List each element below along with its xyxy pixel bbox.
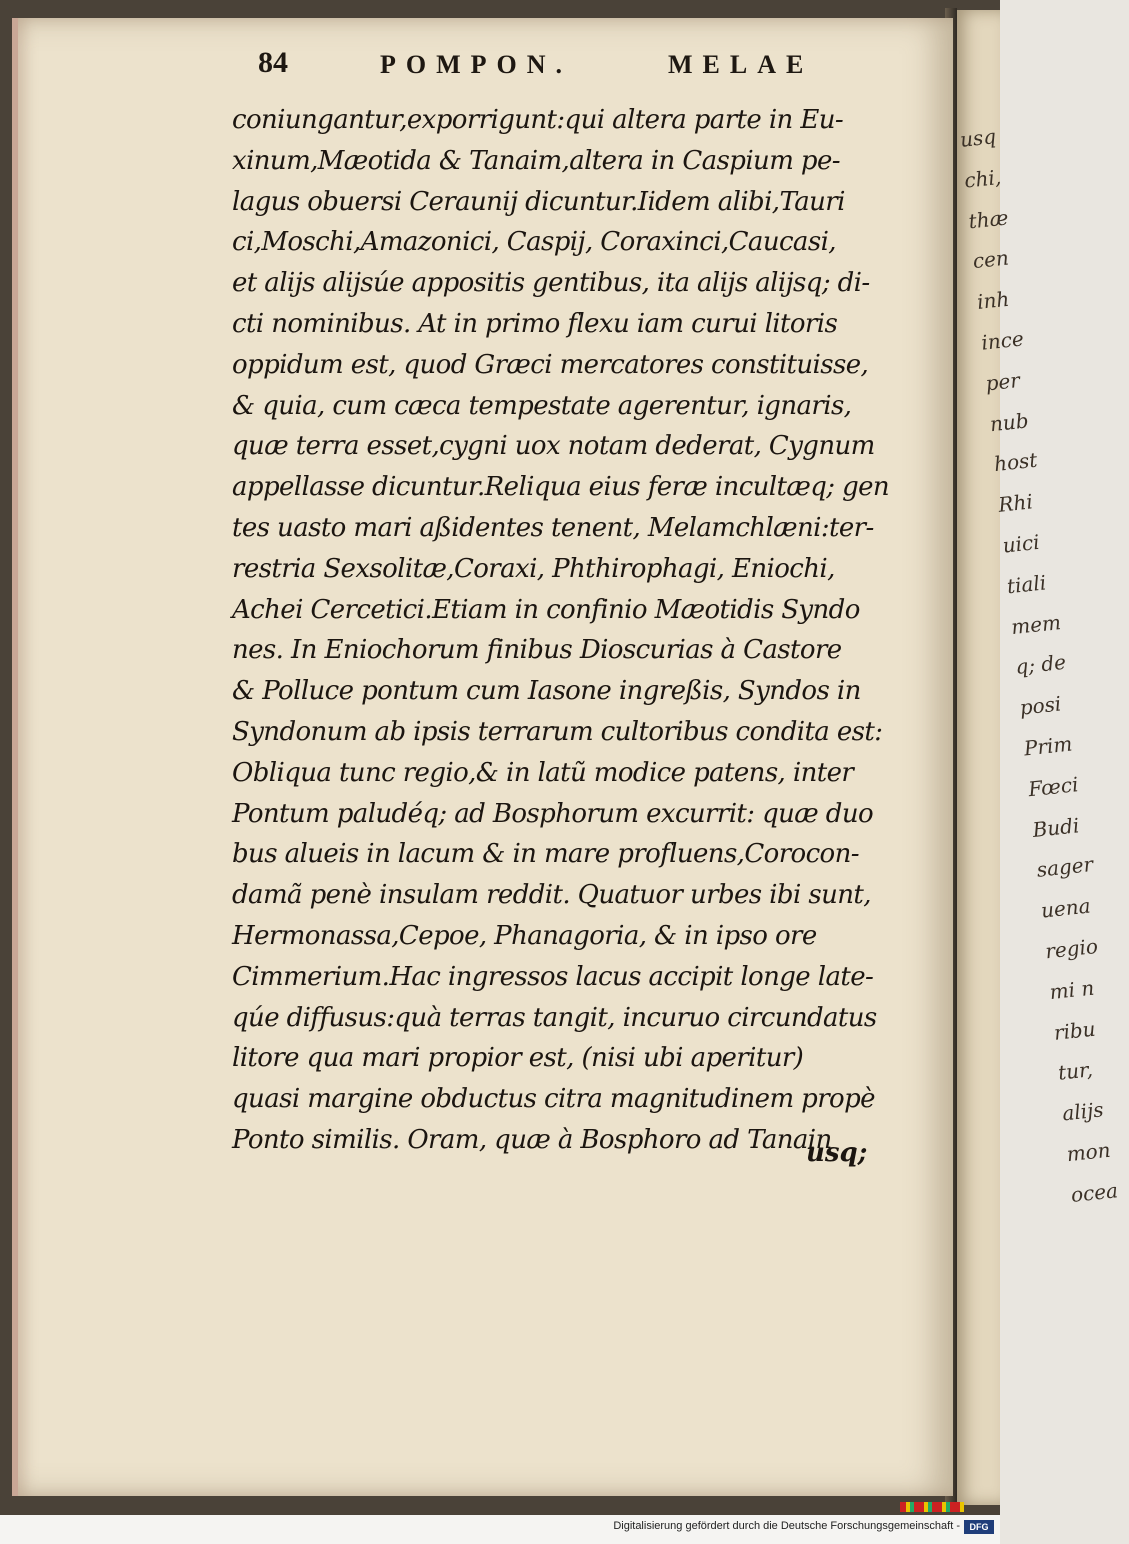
text-line: qúe diffusus:quà terras tangit, incuruo circundatus bbox=[232, 1002, 877, 1033]
facing-line: mi n bbox=[1048, 975, 1096, 1004]
facing-line: mem bbox=[1010, 609, 1063, 639]
facing-line: alijs bbox=[1061, 1097, 1105, 1126]
facing-line: host bbox=[992, 448, 1039, 477]
text-line: damã penè insulam reddit. Quatuor urbes ibi sunt, bbox=[232, 880, 871, 911]
text-line: Pontum paludéq; ad Bosphorum excurrit: quæ duo bbox=[232, 798, 874, 829]
text-line: lagus obuersi Ceraunij dicuntur.Iidem alibi,Tauri bbox=[232, 186, 845, 217]
text-line: bus alueis in lacum & in mare profluens,Corocon- bbox=[232, 839, 859, 870]
text-line: Syndonum ab ipsis terrarum cultoribus condita est: bbox=[232, 716, 883, 747]
text-line: appellasse dicuntur.Reliqua eius feræ incultæq; gen bbox=[232, 472, 890, 503]
facing-page-text bbox=[958, 115, 1119, 1215]
text-line: Ponto similis. Oram, quæ à Bosphoro ad Tanain bbox=[232, 1124, 832, 1155]
facing-line: nub bbox=[988, 407, 1030, 436]
facing-line: mon bbox=[1065, 1137, 1112, 1167]
text-line: coniungantur,exporrigunt:qui altera parte in Eu- bbox=[232, 105, 844, 135]
running-title-author: POMPON. bbox=[380, 50, 573, 79]
facing-line: regio bbox=[1044, 933, 1099, 964]
text-line: xinum,Mæotida & Tanaim,altera in Caspium pe- bbox=[232, 145, 840, 176]
page-number: 84 bbox=[258, 46, 288, 79]
facing-line: uici bbox=[1001, 529, 1041, 558]
facing-line: cen bbox=[971, 245, 1010, 274]
text-line: quæ terra esset,cygni uox notam dederat, Cygnum bbox=[232, 431, 875, 462]
facing-line: Budi bbox=[1031, 812, 1081, 842]
facing-line: ince bbox=[980, 326, 1025, 355]
text-line: & quia, cum cæca tempestate agerentur, ignaris, bbox=[232, 390, 852, 421]
catchword: usq; bbox=[806, 1138, 868, 1168]
text-line: restria Sexsolitæ,Coraxi, Phthirophagi, Eniochi, bbox=[232, 553, 835, 584]
text-line: & Polluce pontum cum Iasone ingreßis, Syndos in bbox=[232, 676, 861, 707]
text-line: nes. In Eniochorum finibus Dioscurias à Castore bbox=[232, 635, 842, 666]
text-line: et alijs alijsúe appositis gentibus, ita alijs alijsq; di- bbox=[232, 268, 870, 299]
body-text bbox=[232, 100, 902, 1161]
facing-line: inh bbox=[975, 286, 1011, 315]
facing-line: tur, bbox=[1056, 1057, 1094, 1086]
text-line: Achei Cercetici.Etiam in confinio Mæotidis Syndo bbox=[232, 594, 860, 625]
text-line: Cimmerium.Hac ingressos lacus accipit longe late- bbox=[232, 961, 874, 992]
ribbon-bookmark bbox=[900, 1502, 964, 1512]
facing-line: chi, bbox=[963, 164, 1003, 193]
text-line: litore qua mari propior est, (nisi ubi aperitur) bbox=[232, 1043, 804, 1074]
facing-line: thæ bbox=[967, 204, 1010, 233]
facing-line: usq bbox=[958, 124, 998, 152]
facing-line: tiali bbox=[1005, 570, 1048, 599]
facing-line: ribu bbox=[1052, 1016, 1097, 1045]
digitization-credit: Digitalisierung gefördert durch die Deutsche Forschungsgemeinschaft - bbox=[613, 1520, 960, 1532]
facing-line: q; de bbox=[1014, 650, 1068, 680]
facing-page bbox=[954, 10, 1119, 1505]
facing-line: ocea bbox=[1069, 1177, 1119, 1207]
dfg-logo: DFG bbox=[964, 1520, 994, 1534]
running-title-name: MELAE bbox=[668, 50, 814, 79]
page-header bbox=[258, 46, 858, 96]
facing-line: per bbox=[984, 367, 1021, 396]
text-line: Obliqua tunc regio,& in latũ modice patens, inter bbox=[232, 757, 854, 788]
text-line: oppidum est, quod Græci mercatores constituisse, bbox=[232, 349, 869, 380]
facing-line: uena bbox=[1039, 893, 1092, 923]
text-line: Hermonassa,Cepoe, Phanagoria, & in ipso ore bbox=[232, 920, 817, 951]
facing-line: Fœci bbox=[1027, 771, 1080, 801]
facing-line: Prim bbox=[1022, 731, 1074, 761]
text-line: tes uasto mari aßidentes tenent, Melamchlæni:ter- bbox=[232, 512, 874, 543]
facing-line: sager bbox=[1035, 852, 1095, 883]
facing-line: Rhi bbox=[997, 489, 1034, 517]
text-line: quasi margine obductus citra magnitudinem propè bbox=[232, 1084, 875, 1115]
text-line: ci,Moschi,Amazonici, Caspij, Coraxinci,Caucasi, bbox=[232, 227, 836, 258]
text-line: cti nominibus. At in primo flexu iam curui litoris bbox=[232, 308, 838, 339]
facing-line: posi bbox=[1018, 691, 1063, 720]
